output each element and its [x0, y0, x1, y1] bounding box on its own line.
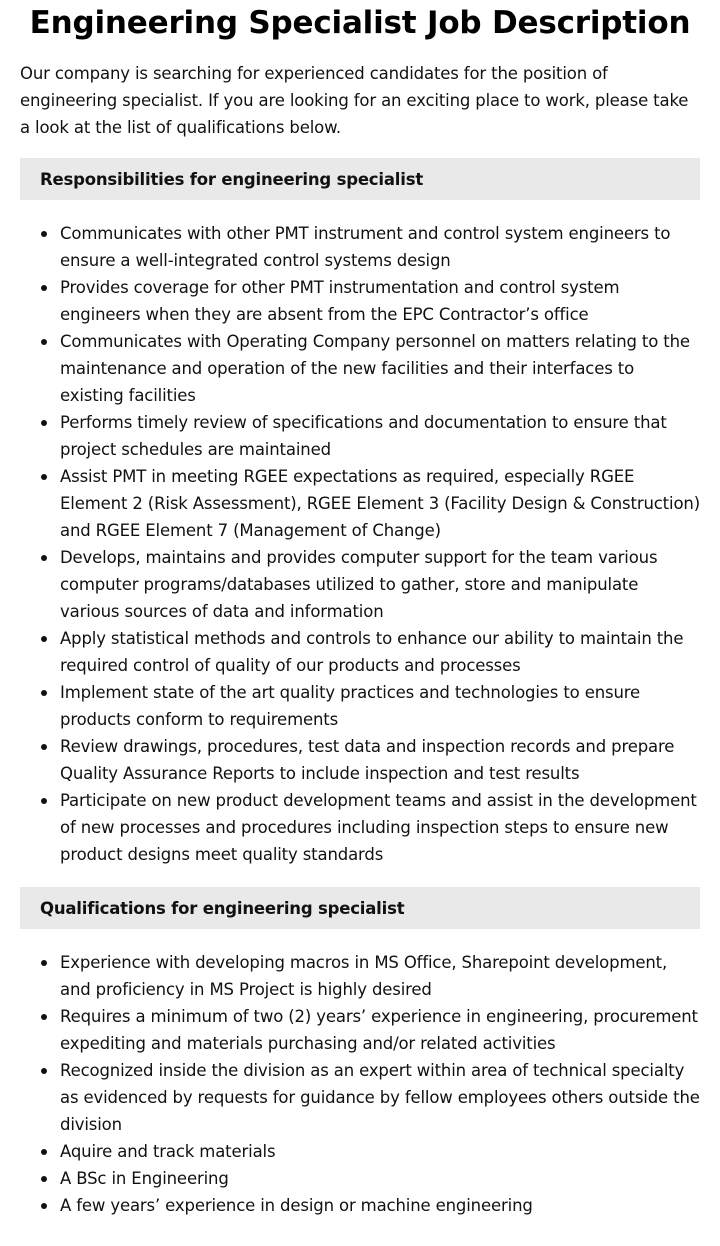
intro-paragraph: Our company is searching for experienced candidates for the position of engineering specialist. If you are looking for an exciting place to work, please take a look at the list of qualifications below.	[20, 64, 689, 137]
list-item: Participate on new product development teams and assist in the development of new processes and procedures including inspection steps to ensure new product designs meet quality standards	[20, 787, 700, 868]
list-item: Experience with developing macros in MS Office, Sharepoint development, and proficiency in MS Project is highly desired	[20, 949, 700, 1003]
list-item: Apply statistical methods and controls to enhance our ability to maintain the required control of quality of our products and processes	[20, 625, 700, 679]
list-item: Requires a minimum of two (2) years’ experience in engineering, procurement expediting and materials purchasing and/or related activities	[20, 1003, 700, 1057]
responsibilities-heading: Responsibilities for engineering specialist	[20, 158, 700, 200]
list-item: Review drawings, procedures, test data and inspection records and prepare Quality Assurance Reports to include inspection and test results	[20, 733, 700, 787]
list-item: Provides coverage for other PMT instrumentation and control system engineers when they are absent from the EPC Contractor’s office	[20, 274, 700, 328]
list-item: Communicates with other PMT instrument and control system engineers to ensure a well-integrated control systems design	[20, 220, 700, 274]
list-item: Assist PMT in meeting RGEE expectations as required, especially RGEE Element 2 (Risk Assessment), RGEE Element 3 (Facility Design & Construction) and RGEE Element 7 (Management of Change)	[20, 463, 700, 544]
list-item: Develops, maintains and provides computer support for the team various computer programs/databases utilized to gather, store and manipulate various sources of data and information	[20, 544, 700, 625]
list-item: Communicates with Operating Company personnel on matters relating to the maintenance and operation of the new facilities and their interfaces to existing facilities	[20, 328, 700, 409]
responsibilities-list	[20, 220, 700, 868]
list-item: Implement state of the art quality practices and technologies to ensure products conform to requirements	[20, 679, 700, 733]
page-title: Engineering Specialist Job Description	[29, 5, 691, 41]
qualifications-list	[20, 949, 700, 1219]
list-item: A BSc in Engineering	[20, 1165, 700, 1192]
list-item: Performs timely review of specifications and documentation to ensure that project schedules are maintained	[20, 409, 700, 463]
list-item: Recognized inside the division as an expert within area of technical specialty as evidenced by requests for guidance by fellow employees others outside the division	[20, 1057, 700, 1138]
list-item: Aquire and track materials	[20, 1138, 700, 1165]
list-item: A few years’ experience in design or machine engineering	[20, 1192, 700, 1219]
qualifications-heading: Qualifications for engineering specialist	[20, 887, 700, 929]
